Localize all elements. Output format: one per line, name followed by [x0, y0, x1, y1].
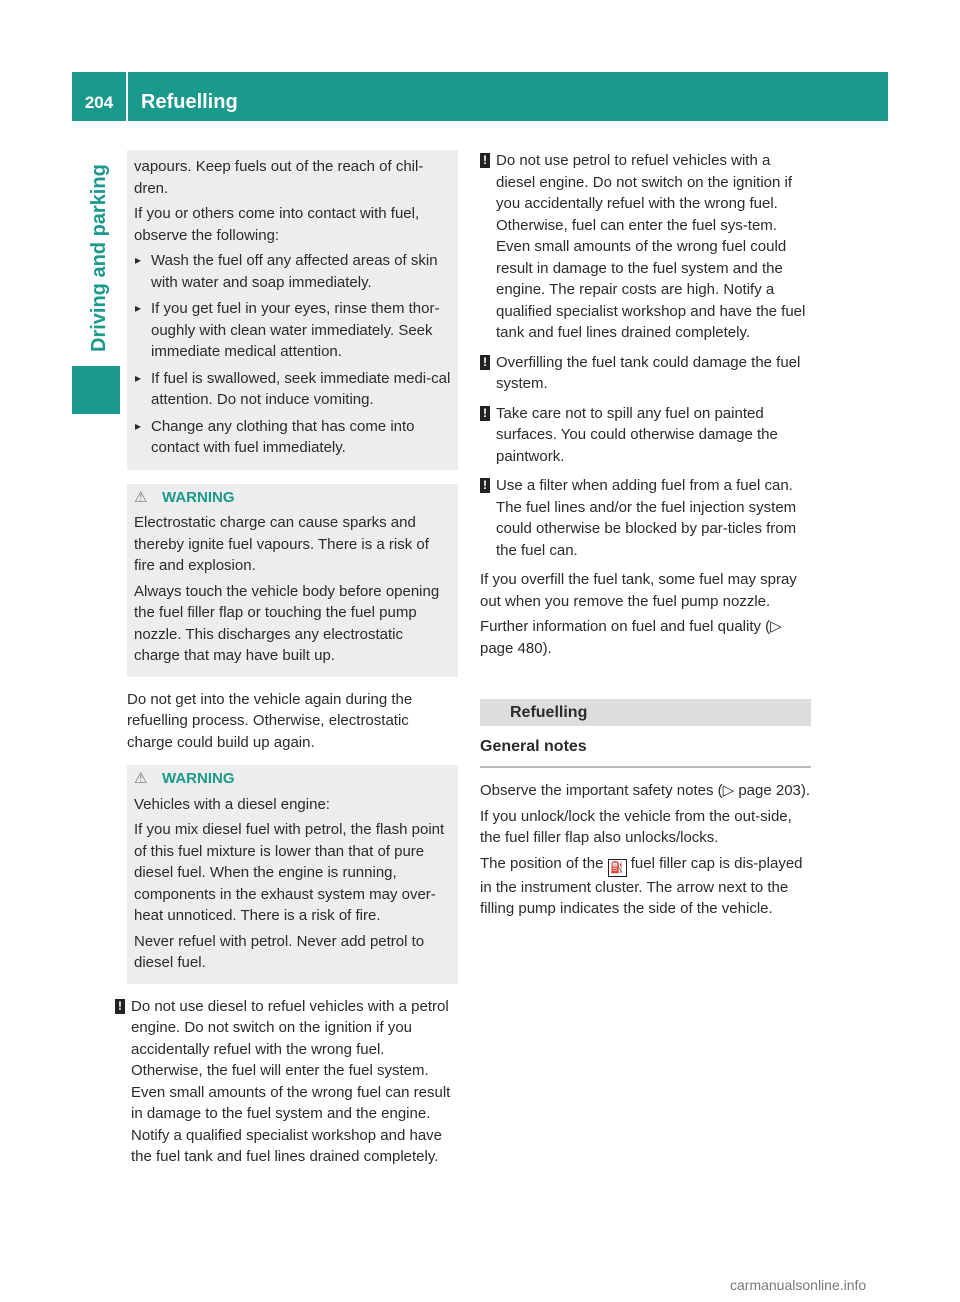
exclamation-icon: !	[480, 406, 490, 421]
note	[480, 475, 811, 561]
note	[480, 352, 811, 395]
box-paragraph: vapours. Keep fuels out of the reach of chil-dren.	[134, 158, 424, 197]
watermark: carmanualsonline.info	[730, 1277, 867, 1293]
note-text: Use a filter when adding fuel from a fuel can. The fuel lines and/or the fuel injection system could otherwise be blocked by par-ticles from the fuel can.	[496, 477, 797, 559]
note	[480, 150, 811, 344]
side-tab-label: Driving and parking	[88, 164, 110, 352]
warning-triangle-icon: ⚠	[134, 488, 148, 506]
body-paragraph	[480, 853, 811, 920]
warning-box	[127, 484, 458, 677]
subsection-title: General notes	[480, 726, 811, 768]
page-title: Refuelling	[141, 91, 238, 113]
note-text: Do not use diesel to refuel vehicles with a petrol engine. Do not switch on the ignition if you accidentally refuel with the wrong fuel. Otherwise, the fuel will enter the fuel system. Even small amounts of the wrong fuel can result in damage to the fuel system and the engine. Notify a qualified specialist workshop and have the fuel tank and fuel lines drained completely.	[131, 997, 451, 1165]
warning-paragraph: Vehicles with a diesel engine:	[134, 795, 330, 813]
warning-paragraph: If you mix diesel fuel with petrol, the flash point of this fuel mixture is lower than that of pure diesel fuel. When the engine is running, components in the exhaust system may over-heat unnoticed. There is a risk of fire.	[134, 821, 445, 924]
note	[480, 403, 811, 468]
left-column	[118, 150, 458, 1168]
body-paragraph: Do not get into the vehicle again during the refuelling process. Otherwise, electrostatic charge could build up again.	[127, 690, 413, 751]
list-item: ▸ If you get fuel in your eyes, rinse them thor-oughly with clean water immediately. Seek immediate medical attention.	[134, 298, 451, 363]
warning-paragraph: Always touch the vehicle body before opening the fuel filler flap or touching the fuel pump nozzle. This discharges any electrostatic charge that may have built up.	[134, 582, 440, 664]
warning-triangle-icon: ⚠	[134, 770, 148, 787]
note	[115, 996, 458, 1168]
inline-text: fuel filler cap is dis-played in the instrument cluster. The arrow next to the filling pump indicates the side of the vehicle.	[480, 854, 803, 917]
warning-heading	[134, 487, 451, 509]
note-text: Overfilling the fuel tank could damage the fuel system.	[496, 353, 801, 392]
warning-label: WARNING	[162, 488, 235, 506]
list-item: ▸ Change any clothing that has come into contact with fuel immediately.	[134, 416, 451, 459]
safety-box	[127, 150, 458, 470]
body-paragraph: Further information on fuel and fuel quality (▷ page 480).	[480, 618, 782, 657]
warning-paragraph: Never refuel with petrol. Never add petrol to diesel fuel.	[134, 932, 425, 971]
warning-box	[127, 765, 458, 984]
note-text: Take care not to spill any fuel on painted surfaces. You could otherwise damage the paintwork.	[496, 404, 778, 465]
side-tab-marker	[72, 366, 120, 414]
exclamation-icon: !	[480, 153, 490, 168]
box-paragraph: If you or others come into contact with fuel, observe the following:	[134, 205, 420, 244]
body-paragraph: If you unlock/lock the vehicle from the out-side, the fuel filler flap also unlocks/locks.	[480, 807, 792, 846]
list-item: ▸ If fuel is swallowed, seek immediate medi-cal attention. Do not induce vomiting.	[134, 368, 451, 411]
section-title: Refuelling	[480, 699, 811, 726]
bullet-list	[134, 250, 451, 459]
right-column	[480, 150, 811, 920]
fuel-pump-icon: ⛽	[608, 859, 627, 877]
body-paragraph: Observe the important safety notes (▷ page 203).	[480, 782, 811, 799]
exclamation-icon: !	[115, 999, 125, 1014]
warning-paragraph: Electrostatic charge can cause sparks and thereby ignite fuel vapours. There is a risk of fire and explosion.	[134, 514, 429, 574]
warning-label: WARNING	[162, 770, 235, 787]
note-text: Do not use petrol to refuel vehicles with a diesel engine. Do not switch on the ignition if you accidentally refuel with the wrong fuel. Otherwise, fuel can enter the fuel sys-tem. Even small amounts of the wrong fuel could result in damage to the fuel system and the engine. The repair costs are high. Notify a qualified specialist workshop and have the fuel tank and fuel lines drained completely.	[496, 152, 806, 341]
warning-heading	[134, 768, 451, 790]
exclamation-icon: !	[480, 355, 490, 370]
header-divider	[126, 72, 128, 121]
body-paragraph: If you overfill the fuel tank, some fuel may spray out when you remove the fuel pump nozzle.	[480, 571, 797, 610]
exclamation-icon: !	[480, 478, 490, 493]
list-item: ▸ Wash the fuel off any affected areas of skin with water and soap immediately.	[134, 250, 451, 293]
page-number: 204	[84, 93, 114, 112]
inline-text: The position of the	[480, 854, 604, 872]
